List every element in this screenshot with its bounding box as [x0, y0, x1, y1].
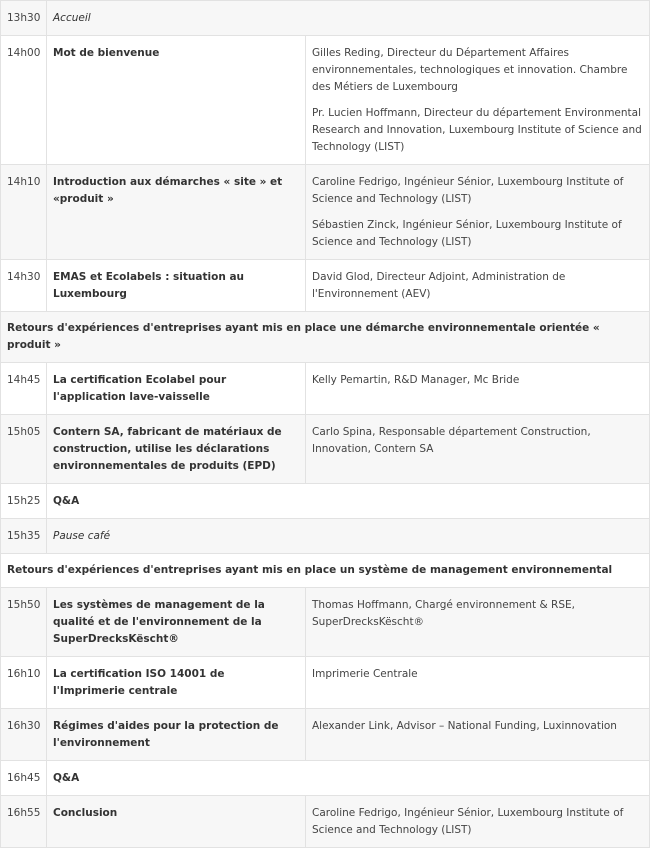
session-speakers — [306, 657, 650, 709]
session-title: Introduction aux démarches « site » et «produit » — [47, 165, 306, 260]
agenda-row — [1, 588, 650, 657]
session-speakers — [306, 36, 650, 165]
speaker-entry: Gilles Reding, Directeur du Département Affaires environnementales, technologiques et innovation. Chambre des Métiers de Luxembourg — [312, 47, 628, 93]
session-title: Q&A — [47, 484, 650, 519]
agenda-row — [1, 519, 650, 554]
speaker-entry: Imprimerie Centrale — [312, 668, 418, 680]
agenda-row — [1, 1, 650, 36]
section-title: Retours d'expériences d'entreprises ayant mis en place un système de management environnemental — [1, 554, 650, 588]
session-time: 16h30 — [1, 709, 47, 761]
session-title: Conclusion — [47, 796, 306, 848]
session-speakers — [306, 260, 650, 312]
section-header-row — [1, 312, 650, 363]
session-title: La certification Ecolabel pour l'application lave-vaisselle — [47, 363, 306, 415]
session-title: Pause café — [47, 519, 650, 554]
session-title: EMAS et Ecolabels : situation au Luxembourg — [47, 260, 306, 312]
agenda-row — [1, 796, 650, 848]
session-title: La certification ISO 14001 de l'Imprimerie centrale — [47, 657, 306, 709]
session-time: 16h45 — [1, 761, 47, 796]
session-time: 14h45 — [1, 363, 47, 415]
speaker-entry: Alexander Link, Advisor – National Funding, Luxinnovation — [312, 720, 617, 732]
session-title: Les systèmes de management de la qualité et de l'environnement de la SuperDrecksKëscht® — [47, 588, 306, 657]
agenda-row — [1, 260, 650, 312]
session-speakers — [306, 588, 650, 657]
section-header-row — [1, 554, 650, 588]
session-time: 15h25 — [1, 484, 47, 519]
speaker-entry: Pr. Lucien Hoffmann, Directeur du département Environmental Research and Innovation, Luxembourg Institute of Science and Technology (LIST) — [312, 107, 642, 153]
session-title: Mot de bienvenue — [47, 36, 306, 165]
speaker-entry: David Glod, Directeur Adjoint, Administration de l'Environnement (AEV) — [312, 271, 566, 300]
session-time: 16h10 — [1, 657, 47, 709]
section-title: Retours d'expériences d'entreprises ayant mis en place une démarche environnementale orientée « produit » — [1, 312, 650, 363]
session-speakers — [306, 363, 650, 415]
session-title: Contern SA, fabricant de matériaux de construction, utilise les déclarations environnementales de produits (EPD) — [47, 415, 306, 484]
session-time: 15h35 — [1, 519, 47, 554]
session-title: Régimes d'aides pour la protection de l'environnement — [47, 709, 306, 761]
session-time: 14h00 — [1, 36, 47, 165]
speaker-entry: Caroline Fedrigo, Ingénieur Sénior, Luxembourg Institute of Science and Technology (LIST) — [312, 176, 624, 205]
session-title: Accueil — [47, 1, 650, 36]
session-time: 15h05 — [1, 415, 47, 484]
agenda-row — [1, 709, 650, 761]
speaker-entry: Kelly Pemartin, R&D Manager, Mc Bride — [312, 374, 520, 386]
agenda-row — [1, 36, 650, 165]
agenda-row — [1, 363, 650, 415]
session-time: 14h30 — [1, 260, 47, 312]
session-time: 13h30 — [1, 1, 47, 36]
agenda-row — [1, 761, 650, 796]
speaker-entry: Carlo Spina, Responsable département Construction, Innovation, Contern SA — [312, 426, 591, 455]
agenda-row — [1, 415, 650, 484]
session-speakers — [306, 709, 650, 761]
agenda-body — [1, 1, 650, 848]
session-time: 14h10 — [1, 165, 47, 260]
speaker-entry: Thomas Hoffmann, Chargé environnement & RSE, SuperDrecksKëscht® — [312, 599, 575, 628]
agenda-row — [1, 657, 650, 709]
speaker-entry: Sébastien Zinck, Ingénieur Sénior, Luxembourg Institute of Science and Technology (LIST) — [312, 219, 622, 248]
session-time: 16h55 — [1, 796, 47, 848]
session-speakers — [306, 796, 650, 848]
agenda-row — [1, 165, 650, 260]
session-speakers — [306, 415, 650, 484]
speaker-entry: Caroline Fedrigo, Ingénieur Sénior, Luxembourg Institute of Science and Technology (LIST) — [312, 807, 624, 836]
agenda-row — [1, 484, 650, 519]
session-speakers — [306, 165, 650, 260]
session-title: Q&A — [47, 761, 650, 796]
session-time: 15h50 — [1, 588, 47, 657]
